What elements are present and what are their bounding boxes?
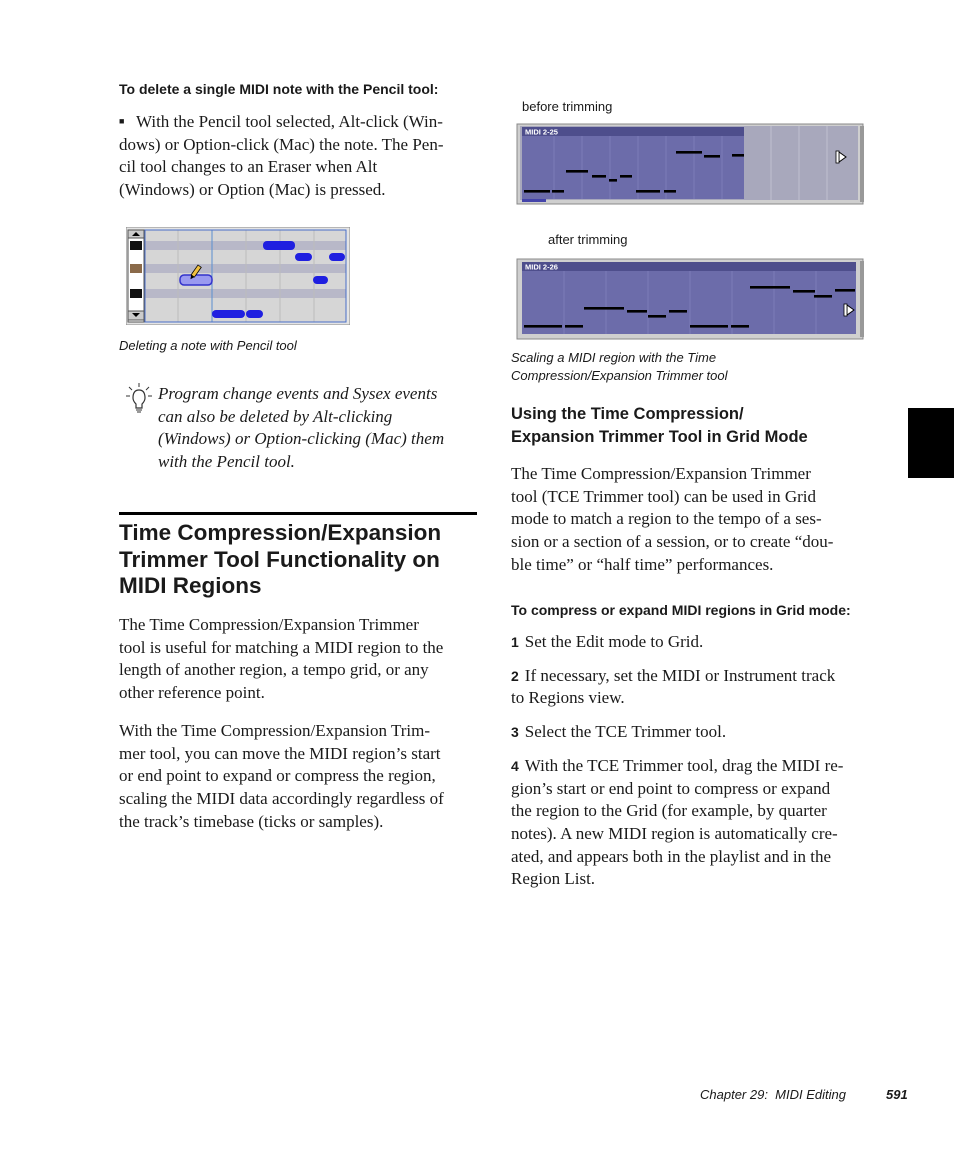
bullet-line: With the Pencil tool selected, Alt-click (Win- [136,112,443,131]
proc-heading-pencil: To delete a single MIDI note with the Pencil tool: [119,81,439,97]
figure-caption-pencil: Deleting a note with Pencil tool [119,338,297,353]
paragraph-grid-mode [511,463,876,577]
section-rule [119,512,477,515]
footer-chapter: Chapter 29: MIDI Editing [700,1087,846,1102]
step-line: the region to the Grid (for example, by quarter [511,801,827,821]
step-item [511,755,876,891]
step-line: ated, and appears both in the playlist and in the [511,846,832,866]
midi-note [295,253,312,261]
step-line: With the TCE Trimmer tool, drag the MIDI re- [524,755,844,775]
bullet-line: cil tool changes to an Eraser when Alt [119,157,378,177]
section-title-line: Time Compression/Expansion [119,520,442,545]
step-line: Region List. [511,869,596,889]
step-line: gion’s start or end point to compress or expand [511,778,831,798]
paragraph-1 [119,614,481,705]
para-line: scaling the MIDI data accordingly regardless of [119,789,444,809]
para-line: the track’s timebase (ticks or samples). [119,811,384,831]
para-line: With the Time Compression/Expansion Trim- [119,721,431,740]
midi-note [329,253,345,261]
paragraph-2 [119,720,481,834]
subheading-line: Using the Time Compression/ [511,405,744,423]
section-title-line: MIDI Regions [119,573,262,598]
region-name: MIDI 2-26 [525,262,558,272]
para-line: sion or a section of a session, or to create “dou- [511,532,834,552]
tip-text [158,383,478,474]
para-line: ble time” or “half time” performances. [511,554,774,574]
midi-editor-screenshot [126,227,350,325]
para-line: mer tool, you can move the MIDI region’s start [119,743,441,763]
para-line: mode to match a region to the tempo of a ses- [511,509,822,529]
para-line: The Time Compression/Expansion Trimmer [119,615,419,634]
bullet-marker: ■ [119,116,125,126]
region-name: MIDI 2-25 [525,127,558,137]
step-line: notes). A new MIDI region is automatically cre- [511,823,838,843]
step-number: 2 [511,667,519,684]
para-line: other reference point. [119,683,265,703]
caption-line: Compression/Expansion Trimmer tool [511,368,728,383]
before-trimming-figure [516,122,866,206]
step-number: 4 [511,757,519,774]
midi-region-before [516,122,866,206]
step-line: Set the Edit mode to Grid. [524,632,704,651]
subheading-grid-mode [511,403,808,449]
proc-heading-grid: To compress or expand MIDI regions in Grid mode: [511,602,851,618]
subheading-line: Expansion Trimmer Tool in Grid Mode [511,428,808,446]
step-number: 3 [511,724,519,741]
page-number: 591 [886,1087,908,1102]
tip-line: (Windows) or Option-clicking (Mac) them [158,429,445,449]
steps-list [511,631,876,902]
step-line: to Regions view. [511,688,625,708]
bullet-line: dows) or Option-click (Mac) the note. The Pen- [119,134,444,154]
bullet-item [119,111,479,202]
midi-note [263,241,295,250]
before-trimming-label: before trimming [522,99,613,114]
figure-caption-scaling [511,349,728,385]
lightbulb-icon [126,382,152,414]
tip-line: Program change events and Sysex events [158,384,438,403]
step-item [511,721,876,744]
caption-line: Scaling a MIDI region with the Time [511,350,717,365]
para-line: or end point to expand or compress the region, [119,766,436,786]
bullet-line: (Windows) or Option (Mac) is pressed. [119,180,386,200]
step-item [511,631,876,654]
midi-note [313,276,328,284]
pencil-delete-figure [126,227,350,325]
para-line: tool is useful for matching a MIDI region to the [119,637,444,657]
section-title [119,520,441,600]
para-line: tool (TCE Trimmer tool) can be used in Grid [511,486,817,506]
midi-region-after [516,257,866,341]
section-title-line: Trimmer Tool Functionality on [119,546,440,572]
para-line: The Time Compression/Expansion Trimmer [511,464,811,483]
para-line: length of another region, a tempo grid, or any [119,660,429,680]
after-trimming-figure [516,257,866,341]
tip-line: can also be deleted by Alt-clicking [158,406,393,426]
step-number: 1 [511,634,519,650]
step-line: If necessary, set the MIDI or Instrument track [524,665,836,685]
after-trimming-label: after trimming [548,232,628,247]
selected-midi-note [180,275,212,285]
step-line: Select the TCE Trimmer tool. [524,722,727,742]
chapter-tab [908,408,954,478]
midi-note [246,310,263,318]
midi-note [212,310,245,318]
tip-line: with the Pencil tool. [158,452,295,472]
step-item [511,665,876,710]
